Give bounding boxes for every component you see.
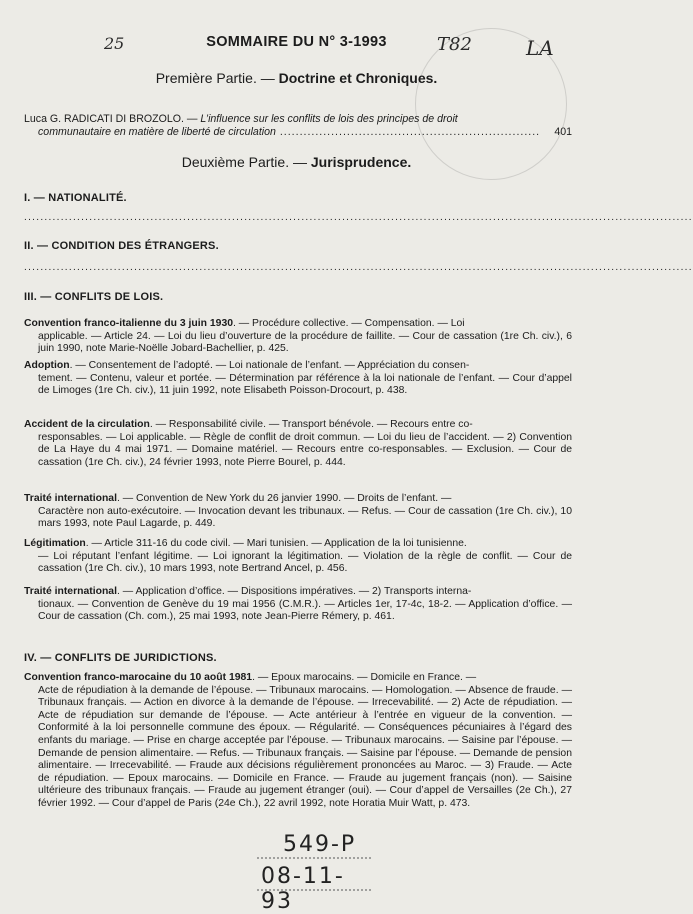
part-one-heading — [0, 70, 593, 86]
entry-rest: Acte de répudiation à la demande de l’épouse. — Tribunaux marocains. — Homologation. — Absence de fraude. — Tribunaux français. — Action en divorce à la demande de l’épouse. — Irrecevabilité. — 2) Acte de répudiation. — Acte de répudiation sur demande de l’épouse. — Acte antérieur à l’entrée en vigueur de la convention. — Conformité à la loi personnelle commune des époux. — Régularité. — Conséquences pécuniaires à l’égard des enfants du mariage. — Prise en charge acceptée par l’épouse. — Tribunaux marocains. — Saisine par l’épouse. — Demande de pension alimentaire. — Refus. — Tribunaux français. — Saisine par l’épouse. — Demande de pension alimentaire. — Irrecevabilité. — Fraude aux décisions régulièrement prononcées au Maroc. — 3) Fraude. — Acte de répudiation. — Epoux marocains. — Domicile en France. — Fraude au jugement français (non). — Saisine ultérieure des tribunaux français. — Fraude au jugement étranger (oui). — Cour d’appel de Versailles (2e Ch.), 27 février 1992. — Cour d’appel de Paris (24e Ch.), 22 avril 1992, note Horatia Muir Watt, p. 473. — [38, 684, 572, 809]
entry-lead: Convention franco-marocaine du 10 août 1981 — [24, 672, 253, 683]
section-condition-etrangers: II. — CONDITION DES ÉTRANGERS. — [24, 240, 219, 252]
page-title: SOMMAIRE DU N° 3-1993 — [206, 34, 387, 50]
entry-first-text: . — Application d’office. — Dispositions impératives. — 2) Transports interna- — [116, 586, 472, 597]
entry-convention-franco-marocaine — [24, 672, 572, 811]
entry-traite-international-1 — [24, 493, 572, 531]
article-line-2 — [24, 126, 572, 139]
leader-dots: .................................................................. — [275, 126, 541, 138]
entry-first-line — [24, 360, 572, 373]
entry-rest: responsables. — Loi applicable. — Règle de conflit de droit commun. — Loi du lieu de l’accident. — 2) Convention de La Haye du 4 mai 1971. — Domaine matériel. — Recours entre co-responsables. — Exclusion. — Cour de cassation (1re Ch. civ.), 24 février 1993, note Pierre Bourel, p. 444. — [38, 431, 572, 468]
article-page: 401 — [554, 126, 572, 138]
entry-first-text: . — Procédure collective. — Compensation. — Loi — [233, 318, 465, 329]
entry-lead: Adoption — [24, 360, 70, 371]
entry-first-line — [24, 538, 572, 551]
entry-traite-international-2 — [24, 586, 572, 624]
stamp-date: 08-11-93 — [261, 864, 345, 914]
entry-rest: tionaux. — Convention de Genève du 19 mai 1956 (C.M.R.). — Articles 1er, 17-4c, 18-2. — Application d’office. — Cour de cassation (Ch. com.), 25 mai 1993, note Jean-Pierre Rémery, p. 461. — [38, 598, 572, 623]
part-one-prefix: Première Partie. — — [155, 70, 279, 86]
entry-rest: applicable. — Article 24. — Loi du lieu d’ouverture de la procédure de faillite. — Cour de cassation (1re Ch. civ.), 6 juin 1990, note Marie-Noëlle Jobard-Bachellier, p. 425. — [38, 330, 572, 355]
section-conflits-lois: III. — CONFLITS DE LOIS. — [24, 291, 164, 303]
entry-first-text: . — Epoux marocains. — Domicile en France. — — [252, 672, 477, 683]
entry-lead: Accident de la circulation — [24, 419, 150, 430]
entry-lead: Convention franco-italienne du 3 juin 1930 — [24, 318, 233, 329]
entry-first-text: . — Convention de New York du 26 janvier 1990. — Droits de l’enfant. — — [116, 493, 452, 504]
entry-accident-circulation — [24, 419, 572, 469]
entry-convention-franco-italienne — [24, 318, 572, 356]
entry-lead: Traité international — [24, 493, 117, 504]
entry-first-line — [24, 586, 572, 599]
article-title-2: communautaire en matière de liberté de circulation — [38, 126, 276, 138]
section-nationalite: I. — NATIONALITÉ. — [24, 192, 127, 204]
entry-first-text: . — Responsabilité civile. — Transport bénévole. — Recours entre co- — [149, 419, 473, 430]
entry-first-line — [24, 493, 572, 506]
section-conflits-juridictions: IV. — CONFLITS DE JURIDICTIONS. — [24, 652, 217, 664]
handwritten-code: T82 — [437, 34, 472, 55]
stamp-code: 549-P — [283, 832, 357, 857]
article-line-1 — [24, 113, 572, 126]
section-dot-leader: .................................................................................................................................................................... — [24, 212, 693, 223]
registration-stamp — [255, 828, 375, 914]
part-two-prefix: Deuxième Partie. — — [181, 154, 311, 170]
part-two-heading — [0, 154, 593, 170]
entry-rest: Caractère non auto-exécutoire. — Invocation devant les tribunaux. — Refus. — Cour de cassation (1re Ch. civ.), 10 mars 1993, note Paul Lagarde, p. 449. — [38, 505, 572, 530]
article-title-1: L’influence sur les conflits de lois des principes de droit — [200, 113, 458, 125]
entry-rest: — Loi réputant l’enfant légitime. — Loi ignorant la légitimation. — Violation de la règle de conflit. — Cour de cassation (1re Ch. civ.), 10 mars 1993, note Bertrand Ancel, p. 456. — [38, 550, 572, 575]
entry-rest: tement. — Contenu, valeur et portée. — Détermination par référence à la loi nationale de l’enfant. — Cour d’appel de Limoges (1re Ch. civ.), 11 juin 1992, note Elisabeth Poisson-Drocourt, p. 438. — [38, 372, 572, 397]
handwritten-number: 25 — [104, 34, 125, 53]
article-sep: — — [183, 113, 201, 125]
section-dot-leader: .................................................................................................................................................................... — [24, 262, 693, 273]
entry-lead: Légitimation — [24, 538, 86, 549]
part-one-name: Doctrine et Chroniques. — [278, 70, 438, 86]
entry-first-text: . — Article 311-16 du code civil. — Mari tunisien. — Application de la loi tunisienne. — [85, 538, 467, 549]
part-two-name: Jurisprudence. — [310, 154, 412, 170]
entry-first-text: . — Consentement de l’adopté. — Loi nationale de l’enfant. — Appréciation du consen- — [69, 360, 470, 371]
entry-adoption — [24, 360, 572, 398]
entry-legitimation — [24, 538, 572, 576]
entry-first-line — [24, 419, 572, 432]
article-author: Luca G. RADICATI DI BROZOLO. — [24, 113, 184, 125]
entry-lead: Traité international — [24, 586, 117, 597]
entry-first-line — [24, 318, 572, 331]
doctrine-article — [24, 113, 572, 139]
handwritten-initials: LA — [526, 36, 554, 60]
entry-first-line — [24, 672, 572, 685]
